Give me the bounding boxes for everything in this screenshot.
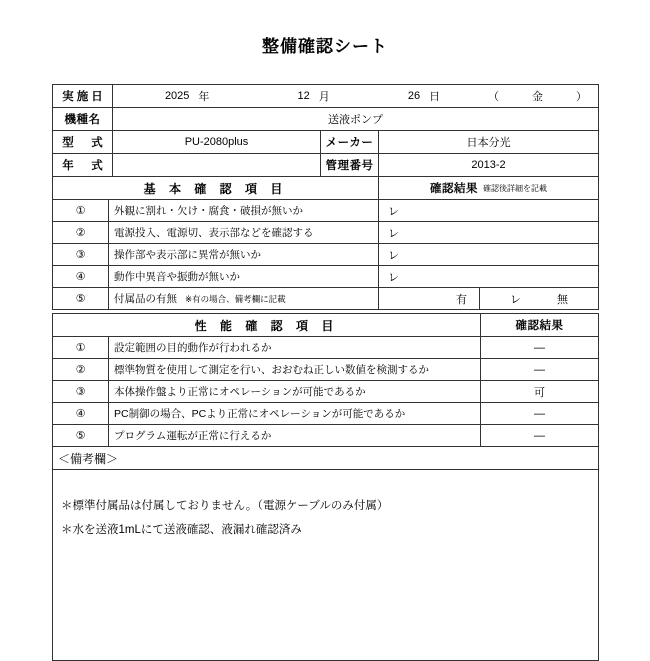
date-weekday: （ 金 ） <box>488 91 598 103</box>
performance-row-item: PC制御の場合、PCより正常にオペレーションが可能であるか <box>109 403 481 425</box>
table-row <box>53 337 599 359</box>
remarks-header-row <box>53 447 599 470</box>
performance-row-number: ③ <box>53 381 109 403</box>
performance-row-result[interactable]: ― <box>481 337 599 359</box>
table-row <box>53 425 599 447</box>
control-no-value[interactable]: 2013-2 <box>379 154 599 177</box>
date-year-unit: 年 <box>198 91 210 103</box>
remarks-line: ＊水を送液1mLにて送液確認、液漏れ確認済み <box>61 524 302 536</box>
maker-label: メーカー <box>321 131 379 154</box>
table-row <box>53 222 599 244</box>
date-day-value: 26 <box>407 90 421 102</box>
remarks-line: ＊標準付属品は付属しておりません。（電源ケーブルのみ付属） <box>61 500 389 512</box>
performance-row-item: 標準物質を使用して測定を行い、おおむね正しい数値を検測するか <box>109 359 481 381</box>
table-row <box>53 359 599 381</box>
model-name-label: 機種名 <box>53 108 113 131</box>
basic-row-item: 操作部や表示部に異常が無いか <box>109 244 379 266</box>
equipment-info-table <box>52 84 599 177</box>
table-row <box>53 200 599 222</box>
date-day-unit: 日 <box>429 91 441 103</box>
basic-check-header-result <box>379 177 599 200</box>
table-row <box>53 381 599 403</box>
basic-check-header-title: 基 本 確 認 項 目 <box>53 177 379 200</box>
performance-row-result[interactable]: ― <box>481 425 599 447</box>
control-no-label: 管理番号 <box>321 154 379 177</box>
remarks-body-row <box>53 470 599 661</box>
performance-row-item: 設定範囲の目的動作が行われるか <box>109 337 481 359</box>
date-year-value: 2025 <box>164 90 190 102</box>
performance-check-table <box>52 313 599 661</box>
date-label: 実施日 <box>53 85 113 108</box>
basic-row-number: ② <box>53 222 109 244</box>
performance-row-item: プログラム運転が正常に行えるか <box>109 425 481 447</box>
basic-row-item: 電源投入、電源切、表示部などを確認する <box>109 222 379 244</box>
basic-check-table <box>52 176 599 310</box>
basic-row-result[interactable]: レ <box>379 222 599 244</box>
date-value-cell[interactable] <box>113 85 599 108</box>
basic-check-header-row <box>53 177 599 200</box>
accessory-item-label: 付属品の有無 <box>114 293 177 305</box>
table-row <box>53 403 599 425</box>
year-model-value[interactable] <box>113 154 321 177</box>
info-row-type-maker <box>53 131 599 154</box>
performance-check-header-result: 確認結果 <box>481 314 599 337</box>
performance-check-header-row <box>53 314 599 337</box>
performance-row-result[interactable]: 可 <box>481 381 599 403</box>
table-row <box>53 244 599 266</box>
date-month-value: 12 <box>297 90 310 102</box>
accessory-result-yes[interactable]: 有 <box>456 293 468 306</box>
page-title: 整備確認シート <box>262 37 388 56</box>
date-month-unit: 月 <box>318 91 330 103</box>
basic-row-number: ③ <box>53 244 109 266</box>
basic-row-number: ① <box>53 200 109 222</box>
model-name-value[interactable]: 送液ポンプ <box>113 108 599 131</box>
type-label: 型 式 <box>53 131 113 154</box>
year-model-label: 年 式 <box>53 154 113 177</box>
performance-row-number: ⑤ <box>53 425 109 447</box>
accessory-result-no[interactable]: 無 <box>557 293 569 306</box>
performance-row-result[interactable]: ― <box>481 403 599 425</box>
basic-check-result-label: 確認結果 <box>430 183 479 195</box>
performance-check-header-title: 性 能 確 認 項 目 <box>53 314 481 337</box>
basic-row-item: 外観に割れ・欠け・腐食・破損が無いか <box>109 200 379 222</box>
basic-row-result[interactable]: レ <box>379 244 599 266</box>
basic-row-number: ④ <box>53 266 109 288</box>
accessory-result-no-group <box>479 288 598 309</box>
performance-row-number: ① <box>53 337 109 359</box>
type-value[interactable]: PU-2080plus <box>113 131 321 154</box>
info-row-model-name <box>53 108 599 131</box>
info-row-yearmodel-controlno <box>53 154 599 177</box>
basic-row-item: 動作中異音や振動が無いか <box>109 266 379 288</box>
performance-row-result[interactable]: ― <box>481 359 599 381</box>
remarks-header-label: ＜備考欄＞ <box>53 447 599 470</box>
performance-row-number: ② <box>53 359 109 381</box>
accessory-result-cell <box>379 288 599 310</box>
table-row <box>53 266 599 288</box>
remarks-body-cell[interactable] <box>53 470 599 661</box>
basic-check-result-note: 確認後詳細を記載 <box>483 184 548 193</box>
basic-row-result[interactable]: レ <box>379 266 599 288</box>
performance-row-number: ④ <box>53 403 109 425</box>
info-row-date <box>53 85 599 108</box>
table-row-accessory <box>53 288 599 310</box>
performance-row-item: 本体操作盤より正常にオペレーションが可能であるか <box>109 381 481 403</box>
accessory-item-note: ※有の場合、備考欄に記載 <box>185 294 286 304</box>
maker-value[interactable]: 日本分光 <box>379 131 599 154</box>
basic-row-result[interactable]: レ <box>379 200 599 222</box>
accessory-row-number: ⑤ <box>53 288 109 310</box>
accessory-result-check[interactable]: レ <box>510 293 522 306</box>
accessory-row-item <box>109 288 379 310</box>
